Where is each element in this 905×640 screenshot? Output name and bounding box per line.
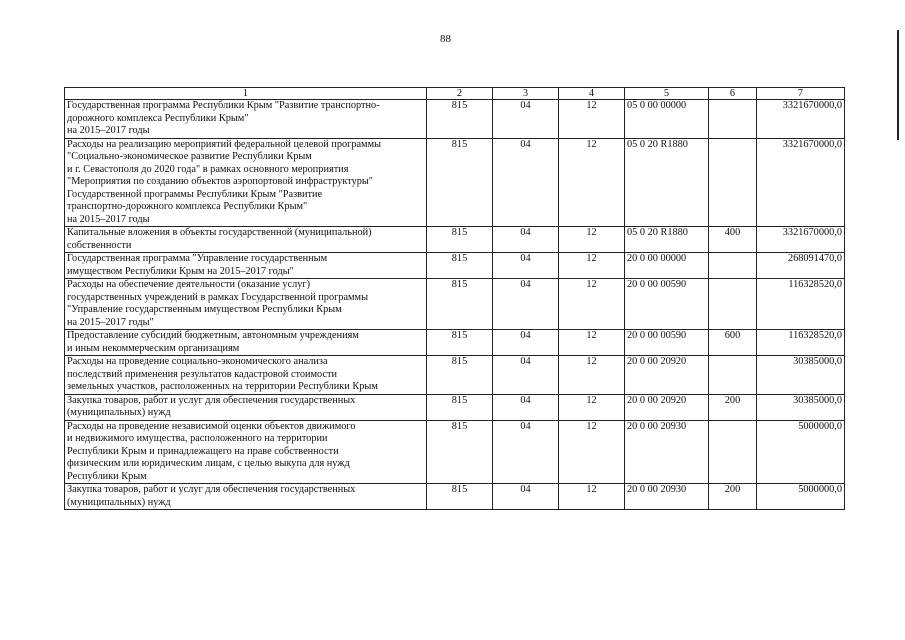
target-article-code: 20 0 00 00000 bbox=[625, 253, 709, 279]
ministry-code: 815 bbox=[427, 100, 493, 139]
subsection-code: 12 bbox=[559, 138, 625, 227]
ministry-code: 815 bbox=[427, 330, 493, 356]
ministry-code: 815 bbox=[427, 484, 493, 510]
section-code: 04 bbox=[493, 394, 559, 420]
row-description: Расходы на проведение социально-экономического анализа последствий применения результатов кадастровой стоимости земельных участков, расположенных на территории Республики Крым bbox=[65, 356, 427, 395]
amount: 268091470,0 bbox=[757, 253, 845, 279]
table-row bbox=[65, 253, 845, 279]
ministry-code: 815 bbox=[427, 394, 493, 420]
target-article-code: 20 0 00 20920 bbox=[625, 356, 709, 395]
expense-type-code bbox=[709, 356, 757, 395]
expense-type-code: 200 bbox=[709, 394, 757, 420]
target-article-code: 20 0 00 20930 bbox=[625, 484, 709, 510]
amount: 116328520,0 bbox=[757, 330, 845, 356]
ministry-code: 815 bbox=[427, 138, 493, 227]
ministry-code: 815 bbox=[427, 356, 493, 395]
section-code: 04 bbox=[493, 100, 559, 139]
subsection-code: 12 bbox=[559, 356, 625, 395]
ministry-code: 815 bbox=[427, 227, 493, 253]
page-number: 88 bbox=[440, 33, 451, 45]
amount: 116328520,0 bbox=[757, 279, 845, 330]
column-header: 2 bbox=[427, 88, 493, 100]
row-description: Расходы на реализацию мероприятий федеральной целевой программы "Социально-экономическое развитие Республики Крым и г. Севастополя до 2020 года" в рамках основного мероприятия "Мероприятия по созданию объектов аэропортовой инфраструктуры" Государственной программы Республики Крым "Развитие транспортно-дорожного комплекса Республики Крым" на 2015–2017 годы bbox=[65, 138, 427, 227]
subsection-code: 12 bbox=[559, 330, 625, 356]
ministry-code: 815 bbox=[427, 420, 493, 484]
subsection-code: 12 bbox=[559, 227, 625, 253]
ministry-code: 815 bbox=[427, 253, 493, 279]
subsection-code: 12 bbox=[559, 484, 625, 510]
section-code: 04 bbox=[493, 484, 559, 510]
target-article-code: 20 0 00 20920 bbox=[625, 394, 709, 420]
column-header: 7 bbox=[757, 88, 845, 100]
target-article-code: 05 0 00 00000 bbox=[625, 100, 709, 139]
target-article-code: 20 0 00 20930 bbox=[625, 420, 709, 484]
section-code: 04 bbox=[493, 420, 559, 484]
table-row bbox=[65, 394, 845, 420]
table-row bbox=[65, 356, 845, 395]
row-description: Расходы на проведение независимой оценки объектов движимого и недвижимого имущества, расположенного на территории Республики Крым и принадлежащего на праве собственности физическим или юридическим лицам, с целью выкупа для нужд Республики Крым bbox=[65, 420, 427, 484]
subsection-code: 12 bbox=[559, 420, 625, 484]
subsection-code: 12 bbox=[559, 253, 625, 279]
table-row bbox=[65, 100, 845, 139]
expense-type-code bbox=[709, 420, 757, 484]
table-row bbox=[65, 138, 845, 227]
page-edge-line bbox=[897, 30, 899, 140]
amount: 3321670000,0 bbox=[757, 227, 845, 253]
column-header: 5 bbox=[625, 88, 709, 100]
table-row bbox=[65, 420, 845, 484]
column-header: 3 bbox=[493, 88, 559, 100]
subsection-code: 12 bbox=[559, 279, 625, 330]
section-code: 04 bbox=[493, 279, 559, 330]
subsection-code: 12 bbox=[559, 100, 625, 139]
amount: 5000000,0 bbox=[757, 484, 845, 510]
header-row bbox=[65, 88, 845, 100]
section-code: 04 bbox=[493, 330, 559, 356]
row-description: Государственная программа "Управление государственным имуществом Республики Крым на 2015–2017 годы" bbox=[65, 253, 427, 279]
section-code: 04 bbox=[493, 253, 559, 279]
row-description: Предоставление субсидий бюджетным, автономным учреждениям и иным некоммерческим организациям bbox=[65, 330, 427, 356]
column-header: 6 bbox=[709, 88, 757, 100]
target-article-code: 05 0 20 R1880 bbox=[625, 227, 709, 253]
ministry-code: 815 bbox=[427, 279, 493, 330]
row-description: Закупка товаров, работ и услуг для обеспечения государственных (муниципальных) нужд bbox=[65, 394, 427, 420]
expense-type-code: 200 bbox=[709, 484, 757, 510]
amount: 3321670000,0 bbox=[757, 100, 845, 139]
expense-type-code: 400 bbox=[709, 227, 757, 253]
target-article-code: 05 0 20 R1880 bbox=[625, 138, 709, 227]
row-description: Государственная программа Республики Крым "Развитие транспортно- дорожного комплекса Республики Крым" на 2015–2017 годы bbox=[65, 100, 427, 139]
column-header: 1 bbox=[65, 88, 427, 100]
subsection-code: 12 bbox=[559, 394, 625, 420]
row-description: Расходы на обеспечение деятельности (оказание услуг) государственных учреждений в рамках Государственной программы "Управление государственным имуществом Республики Крым на 2015–2017 годы" bbox=[65, 279, 427, 330]
expense-type-code bbox=[709, 138, 757, 227]
expense-type-code: 600 bbox=[709, 330, 757, 356]
target-article-code: 20 0 00 00590 bbox=[625, 279, 709, 330]
section-code: 04 bbox=[493, 356, 559, 395]
section-code: 04 bbox=[493, 227, 559, 253]
target-article-code: 20 0 00 00590 bbox=[625, 330, 709, 356]
table-row bbox=[65, 330, 845, 356]
amount: 30385000,0 bbox=[757, 356, 845, 395]
table-row bbox=[65, 279, 845, 330]
expense-type-code bbox=[709, 100, 757, 139]
expense-type-code bbox=[709, 253, 757, 279]
column-header: 4 bbox=[559, 88, 625, 100]
table-row bbox=[65, 227, 845, 253]
budget-table bbox=[64, 87, 845, 510]
table-row bbox=[65, 484, 845, 510]
amount: 5000000,0 bbox=[757, 420, 845, 484]
expense-type-code bbox=[709, 279, 757, 330]
row-description: Капитальные вложения в объекты государственной (муниципальной) собственности bbox=[65, 227, 427, 253]
amount: 30385000,0 bbox=[757, 394, 845, 420]
row-description: Закупка товаров, работ и услуг для обеспечения государственных (муниципальных) нужд bbox=[65, 484, 427, 510]
amount: 3321670000,0 bbox=[757, 138, 845, 227]
section-code: 04 bbox=[493, 138, 559, 227]
